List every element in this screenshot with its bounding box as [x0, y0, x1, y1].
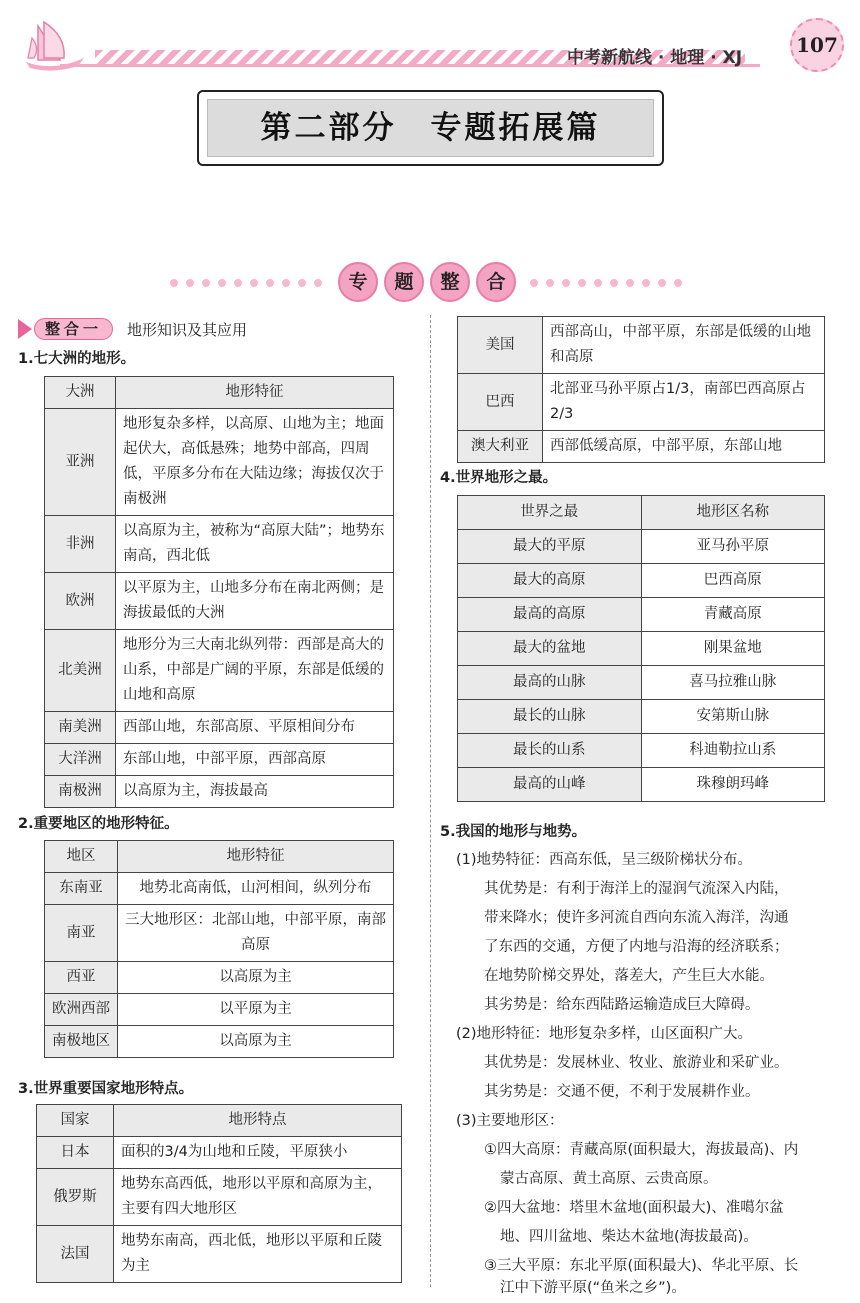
topic-badge: 专	[338, 262, 378, 302]
paragraph-line: ③三大平原：东北平原(面积最大)、华北平原、长	[484, 1258, 799, 1274]
paragraph-line: 其劣势是：给东西陆路运输造成巨大障碍。	[484, 997, 760, 1013]
table-row	[458, 374, 825, 431]
row-key: 欧洲	[45, 573, 116, 630]
countries-table	[36, 1104, 402, 1283]
row-key: 俄罗斯	[37, 1169, 114, 1226]
paragraph-line: (1)地势特征：西高东低，呈三级阶梯状分布。	[456, 852, 753, 868]
row-key: 美国	[458, 317, 543, 374]
paragraph-line: 蒙古高原、黄土高原、云贵高原。	[500, 1171, 718, 1187]
column-divider	[430, 315, 431, 1287]
paragraph-line: ②四大盆地：塔里木盆地(面积最大)、准噶尔盆	[484, 1200, 784, 1216]
row-value: 西部高山，中部平原，东部是低缓的山地和高原	[543, 317, 825, 374]
paragraph-line: 地、四川盆地、柴达木盆地(海拔最高)。	[500, 1229, 758, 1245]
table-row	[458, 564, 825, 598]
row-key: 南美洲	[45, 712, 116, 744]
table-row	[45, 1026, 394, 1058]
q4-heading: 4.世界地形之最。	[440, 470, 558, 486]
q1-heading: 1.七大洲的地形。	[18, 351, 136, 367]
row-key: 最大的平原	[458, 530, 642, 564]
paragraph-line: 江中下游平原(“鱼米之乡”)。	[500, 1280, 686, 1296]
table-row	[37, 1169, 402, 1226]
row-value: 以平原为主，山地多分布在南北两侧；是海拔最低的大洲	[116, 573, 394, 630]
table-row	[45, 994, 394, 1026]
table-row	[45, 776, 394, 808]
table-row	[45, 712, 394, 744]
row-value: 西部低缓高原，中部平原，东部山地	[543, 431, 825, 463]
row-value: 珠穆朗玛峰	[641, 768, 825, 802]
continents-table	[44, 376, 394, 808]
row-value: 地势北高南低，山河相间，纵列分布	[118, 873, 394, 905]
paragraph-line: 了东西的交通，方便了内地与沿海的经济联系；	[484, 939, 789, 955]
regions-table	[44, 840, 394, 1058]
table-row	[37, 1137, 402, 1169]
row-value: 地形分为三大南北纵列带：西部是高大的山系，中部是广阔的平原，东部是低缓的山地和高原	[116, 630, 394, 712]
row-key: 澳大利亚	[458, 431, 543, 463]
topic-badge: 题	[384, 262, 424, 302]
row-key: 东南亚	[45, 873, 118, 905]
section-label	[18, 318, 247, 340]
q5-heading: 5.我国的地形与地势。	[440, 824, 587, 840]
row-value: 面积的3/4为山地和丘陵，平原狭小	[114, 1137, 402, 1169]
row-value: 以高原为主，被称为“高原大陆”；地势东南高，西北低	[116, 516, 394, 573]
topic-badge: 整	[430, 262, 470, 302]
row-key: 亚洲	[45, 409, 116, 516]
row-key: 日本	[37, 1137, 114, 1169]
row-key: 南极地区	[45, 1026, 118, 1058]
table-row	[458, 317, 825, 374]
row-value: 亚马孙平原	[641, 530, 825, 564]
row-key: 最高的高原	[458, 598, 642, 632]
col-header: 地形区名称	[641, 496, 825, 530]
row-key: 北美洲	[45, 630, 116, 712]
row-value: 地形复杂多样，以高原、山地为主；地面起伏大，高低悬殊；地势中部高，四周低，平原多分布在大陆边缘；海拔仅次于南极洲	[116, 409, 394, 516]
row-key: 大洋洲	[45, 744, 116, 776]
table-row	[458, 666, 825, 700]
table-row	[458, 768, 825, 802]
play-arrow-icon	[18, 319, 32, 339]
row-key: 非洲	[45, 516, 116, 573]
row-key: 最长的山脉	[458, 700, 642, 734]
row-value: 以高原为主，海拔最高	[116, 776, 394, 808]
table-row	[458, 598, 825, 632]
table-row	[45, 573, 394, 630]
row-key: 法国	[37, 1226, 114, 1283]
row-value: 刚果盆地	[641, 632, 825, 666]
col-header: 大洲	[45, 377, 116, 409]
col-header: 地形特征	[116, 377, 394, 409]
paragraph-line: (3)主要地形区：	[456, 1113, 564, 1129]
landform-records-table	[457, 495, 825, 802]
table-row	[458, 632, 825, 666]
table-row	[45, 409, 394, 516]
paragraph-line: 其劣势是：交通不便，不利于发展耕作业。	[484, 1084, 760, 1100]
row-value: 地势东高西低，地形以平原和高原为主，主要有四大地形区	[114, 1169, 402, 1226]
paragraph-line: 其优势是：发展林业、牧业、旅游业和采矿业。	[484, 1055, 789, 1071]
col-header: 世界之最	[458, 496, 642, 530]
topic-badge: 合	[476, 262, 516, 302]
page-number: 107	[790, 18, 844, 72]
row-value: 喜马拉雅山脉	[641, 666, 825, 700]
row-key: 巴西	[458, 374, 543, 431]
row-value: 地势东南高，西北低，地形以平原和丘陵为主	[114, 1226, 402, 1283]
paragraph-line: 在地势阶梯交界处，落差大，产生巨大水能。	[484, 968, 774, 984]
table-row	[45, 962, 394, 994]
row-value: 东部山地，中部平原，西部高原	[116, 744, 394, 776]
table-row	[37, 1226, 402, 1283]
countries-table-continued	[457, 316, 825, 463]
paragraph-line: ①四大高原：青藏高原(面积最大，海拔最高)、内	[484, 1142, 799, 1158]
table-row	[45, 630, 394, 712]
table-row	[45, 905, 394, 962]
row-value: 三大地形区：北部山地，中部平原，南部高原	[118, 905, 394, 962]
table-row	[458, 700, 825, 734]
q2-heading: 2.重要地区的地形特征。	[18, 816, 179, 832]
paragraph-line: 其优势是：有利于海洋上的湿润气流深入内陆，	[484, 881, 789, 897]
row-key: 最高的山脉	[458, 666, 642, 700]
row-key: 欧洲西部	[45, 994, 118, 1026]
row-value: 青藏高原	[641, 598, 825, 632]
part-title: 第二部分 专题拓展篇	[207, 99, 654, 157]
row-key: 南亚	[45, 905, 118, 962]
row-value: 以高原为主	[118, 962, 394, 994]
row-value: 科迪勒拉山系	[641, 734, 825, 768]
row-key: 最长的山系	[458, 734, 642, 768]
part-title-box	[197, 90, 664, 166]
banner-dots-right	[530, 279, 682, 289]
row-key: 南极洲	[45, 776, 116, 808]
paragraph-line: (2)地形特征：地形复杂多样，山区面积广大。	[456, 1026, 753, 1042]
banner-dots-left	[170, 279, 322, 289]
row-value: 巴西高原	[641, 564, 825, 598]
section-title: 地形知识及其应用	[127, 320, 248, 339]
col-header: 国家	[37, 1105, 114, 1137]
table-row	[45, 873, 394, 905]
col-header: 地形特征	[118, 841, 394, 873]
row-value: 西部山地，东部高原、平原相间分布	[116, 712, 394, 744]
row-key: 西亚	[45, 962, 118, 994]
table-row	[45, 744, 394, 776]
col-header: 地形特点	[114, 1105, 402, 1137]
paragraph-line: 带来降水；使许多河流自西向东流入海洋，沟通	[484, 910, 789, 926]
section-badge: 整合一	[34, 318, 113, 340]
row-key: 最大的高原	[458, 564, 642, 598]
row-value: 以高原为主	[118, 1026, 394, 1058]
table-row	[458, 530, 825, 564]
table-row	[458, 431, 825, 463]
table-row	[45, 516, 394, 573]
q3-heading: 3.世界重要国家地形特点。	[18, 1081, 194, 1097]
row-key: 最大的盆地	[458, 632, 642, 666]
col-header: 地区	[45, 841, 118, 873]
table-row	[458, 734, 825, 768]
row-value: 北部亚马孙平原占1/3，南部巴西高原占2/3	[543, 374, 825, 431]
row-key: 最高的山峰	[458, 768, 642, 802]
series-title: 中考新航线 · 地理 · XJ	[567, 48, 743, 68]
row-value: 以平原为主	[118, 994, 394, 1026]
row-value: 安第斯山脉	[641, 700, 825, 734]
